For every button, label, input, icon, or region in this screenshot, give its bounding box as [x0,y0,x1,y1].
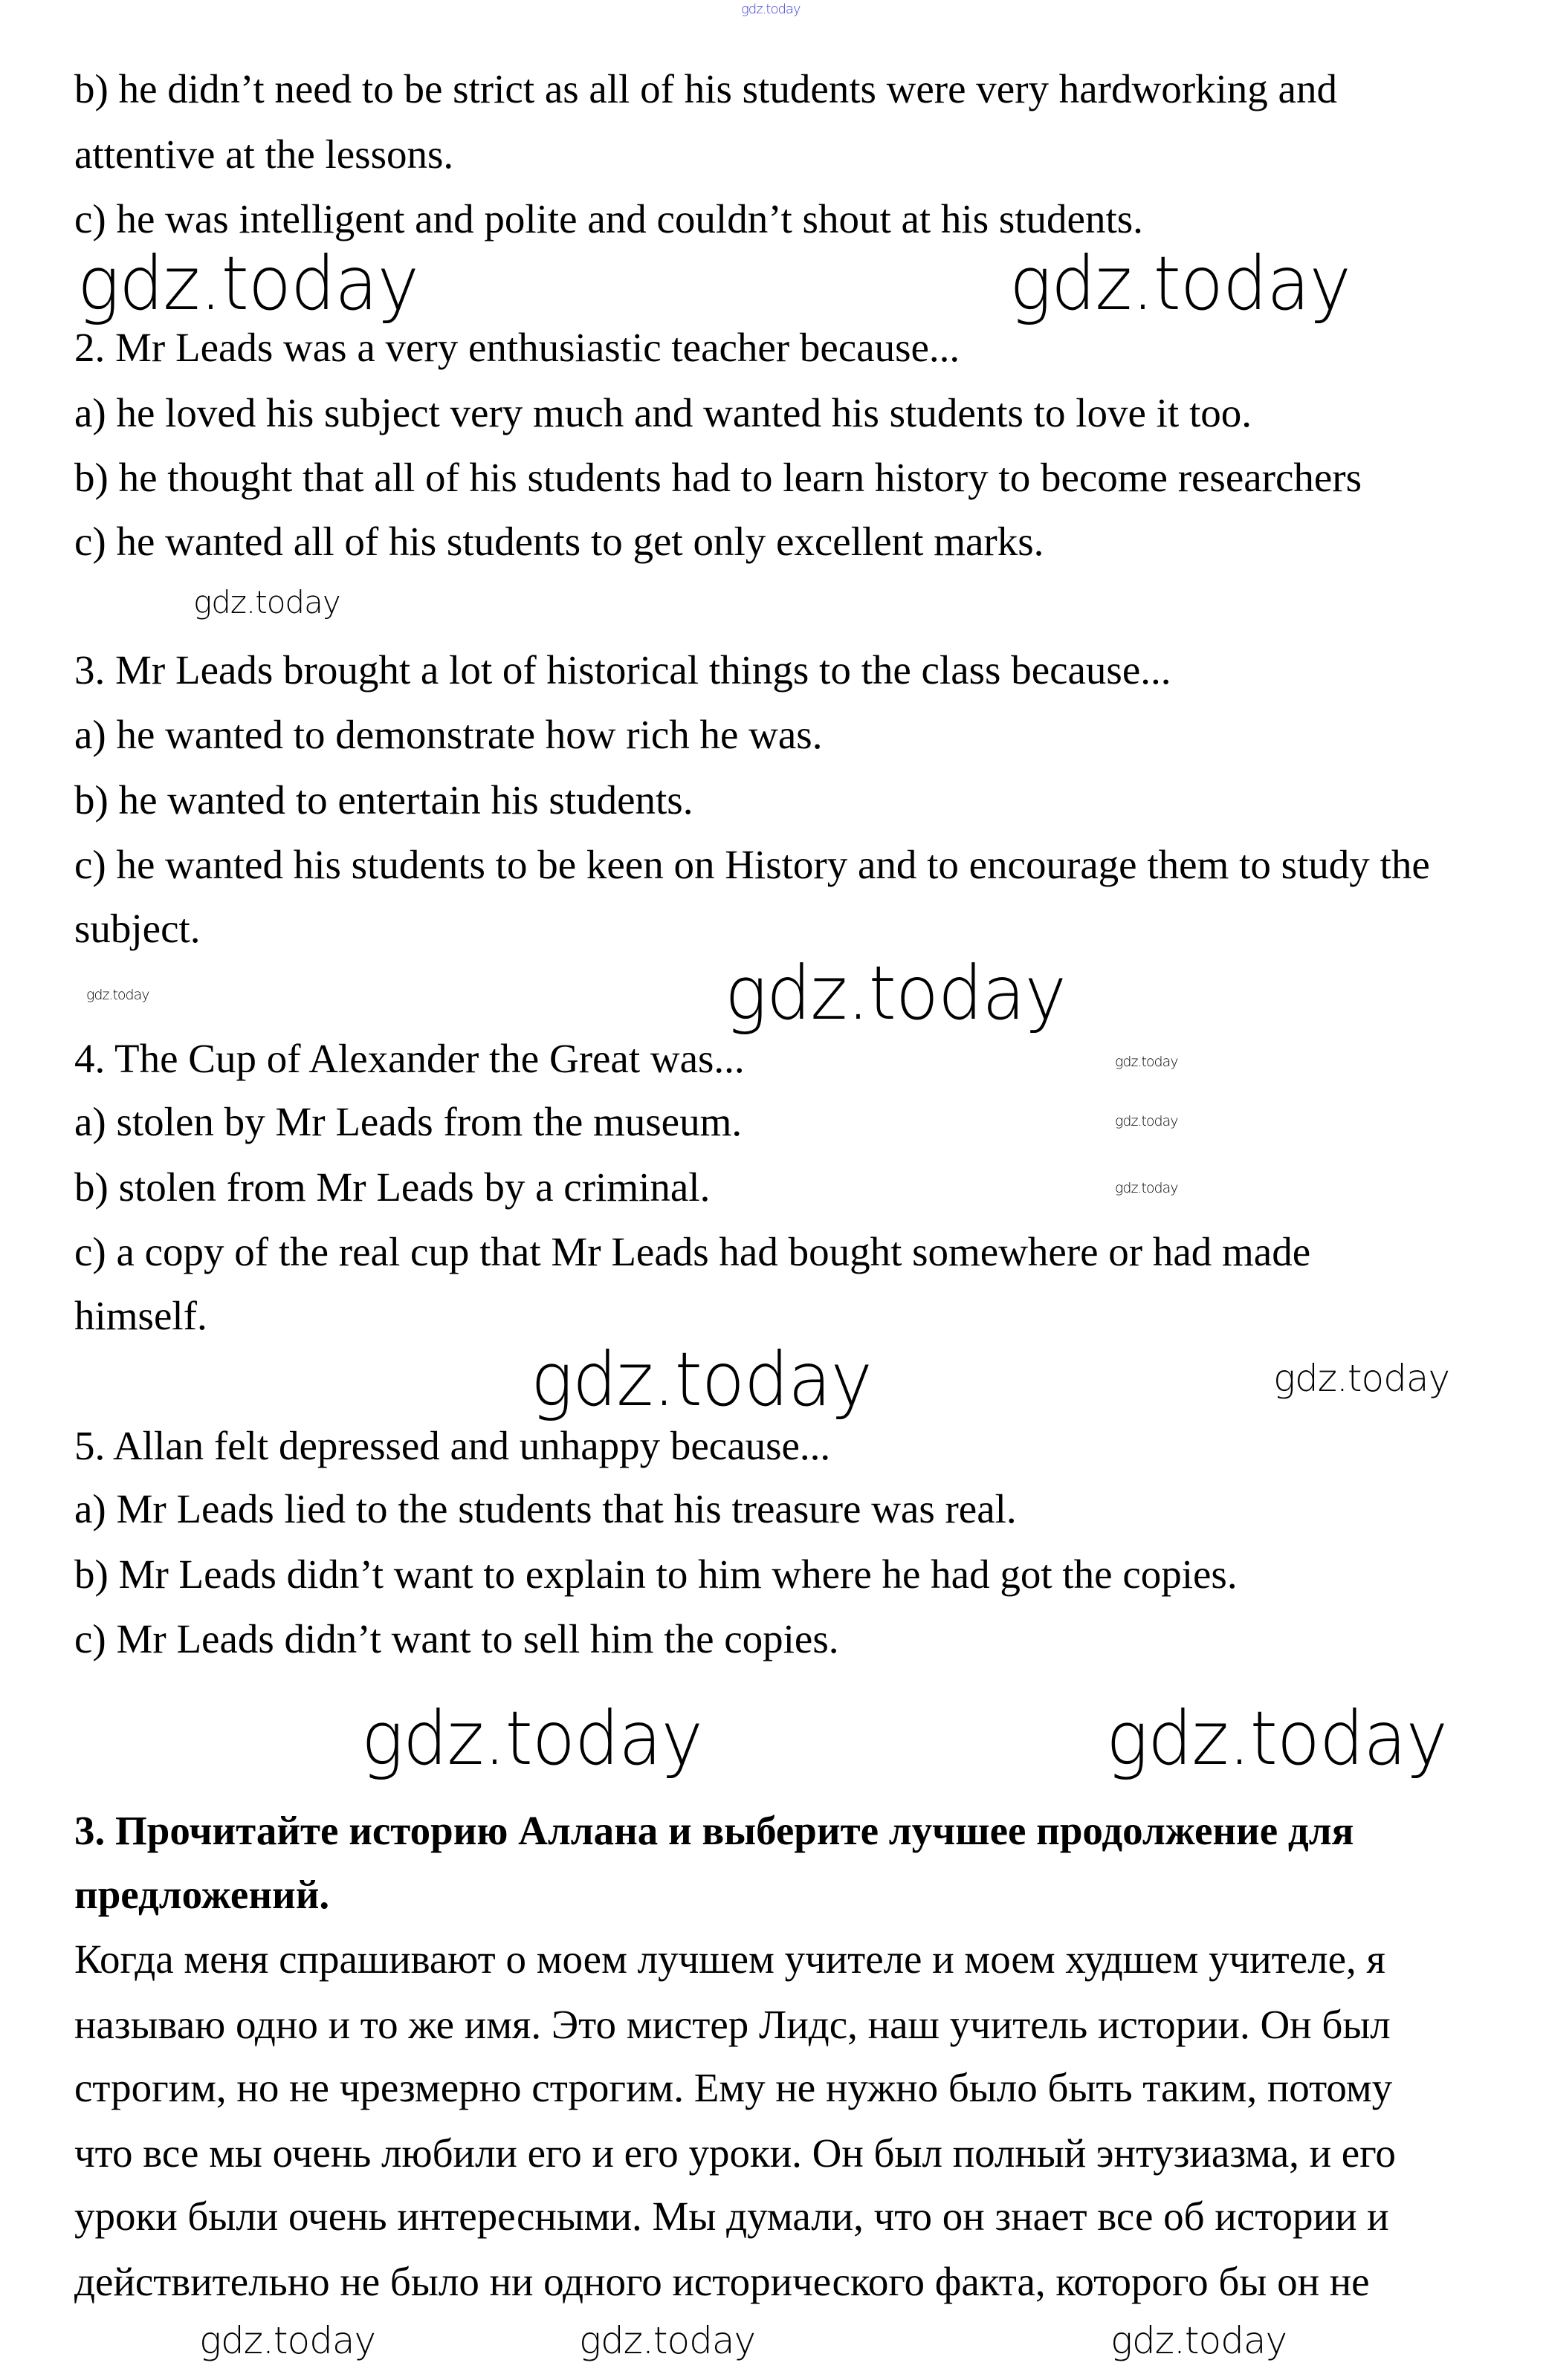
text-line: действительно не было ни одного исторического факта, которого бы он не [74,2259,1370,2304]
watermark: gdz.today [1115,1113,1178,1129]
watermark: gdz.today [725,950,1066,1037]
watermark: gdz.today [1106,1695,1447,1782]
watermark: gdz.today [1273,1357,1450,1400]
section-heading-line: предложений. [74,1872,330,1917]
text-line: b) Mr Leads didn’t want to explain to him where he had got the copies. [74,1551,1238,1597]
section-heading-line: 3. Прочитайте историю Аллана и выберите лучшее продолжение для [74,1808,1354,1853]
text-line: уроки были очень интересными. Мы думали, что он знает все об истории и [74,2193,1389,2239]
text-line: b) he thought that all of his students had to learn history to become researchers [74,455,1362,500]
text-line: b) he didn’t need to be strict as all of his students were very hardworking and [74,66,1337,111]
text-line: c) a copy of the real cup that Mr Leads had bought somewhere or had made [74,1229,1311,1274]
text-line: c) Mr Leads didn’t want to sell him the copies. [74,1616,839,1661]
text-line: c) he was intelligent and polite and couldn’t shout at his students. [74,196,1143,241]
watermark: gdz.today [741,1,801,17]
watermark: gdz.today [1009,240,1351,327]
text-line: что все мы очень любили его и его уроки. Он был полный энтузиазма, и его [74,2130,1396,2176]
text-line: c) he wanted his students to be keen on History and to encourage them to study the [74,842,1430,887]
text-line: b) he wanted to entertain his students. [74,777,693,823]
watermark: gdz.today [86,987,149,1003]
text-line: a) he loved his subject very much and wanted his students to love it too. [74,390,1252,435]
text-line: a) stolen by Mr Leads from the museum. [74,1099,743,1144]
text-line: 2. Mr Leads was a very enthusiastic teacher because... [74,325,960,370]
text-line: 5. Allan felt depressed and unhappy because... [74,1423,831,1468]
watermark: gdz.today [531,1336,872,1423]
text-line: c) he wanted all of his students to get only excellent marks. [74,519,1044,564]
text-line: Когда меня спрашивают о моем лучшем учителе и моем худшем учителе, я [74,1936,1385,1982]
text-line: attentive at the lessons. [74,132,454,177]
watermark: gdz.today [579,2319,756,2362]
watermark: gdz.today [1110,2319,1287,2362]
watermark: gdz.today [193,584,340,620]
text-line: b) stolen from Mr Leads by a criminal. [74,1164,711,1210]
watermark: gdz.today [199,2319,376,2362]
text-line: himself. [74,1293,207,1338]
text-line: 4. The Cup of Alexander the Great was... [74,1036,745,1081]
text-line: a) he wanted to demonstrate how rich he was. [74,712,823,757]
text-line: называю одно и то же имя. Это мистер Лидс, наш учитель истории. Он был [74,2002,1391,2047]
watermark: gdz.today [77,240,418,327]
text-line: 3. Mr Leads brought a lot of historical things to the class because... [74,647,1171,693]
text-line: subject. [74,906,201,951]
watermark: gdz.today [1115,1054,1178,1070]
text-line: строгим, но не чрезмерно строгим. Ему не нужно было быть таким, потому [74,2065,1393,2110]
watermark: gdz.today [361,1695,702,1782]
text-line: a) Mr Leads lied to the students that his treasure was real. [74,1486,1017,1531]
watermark: gdz.today [1115,1180,1178,1196]
